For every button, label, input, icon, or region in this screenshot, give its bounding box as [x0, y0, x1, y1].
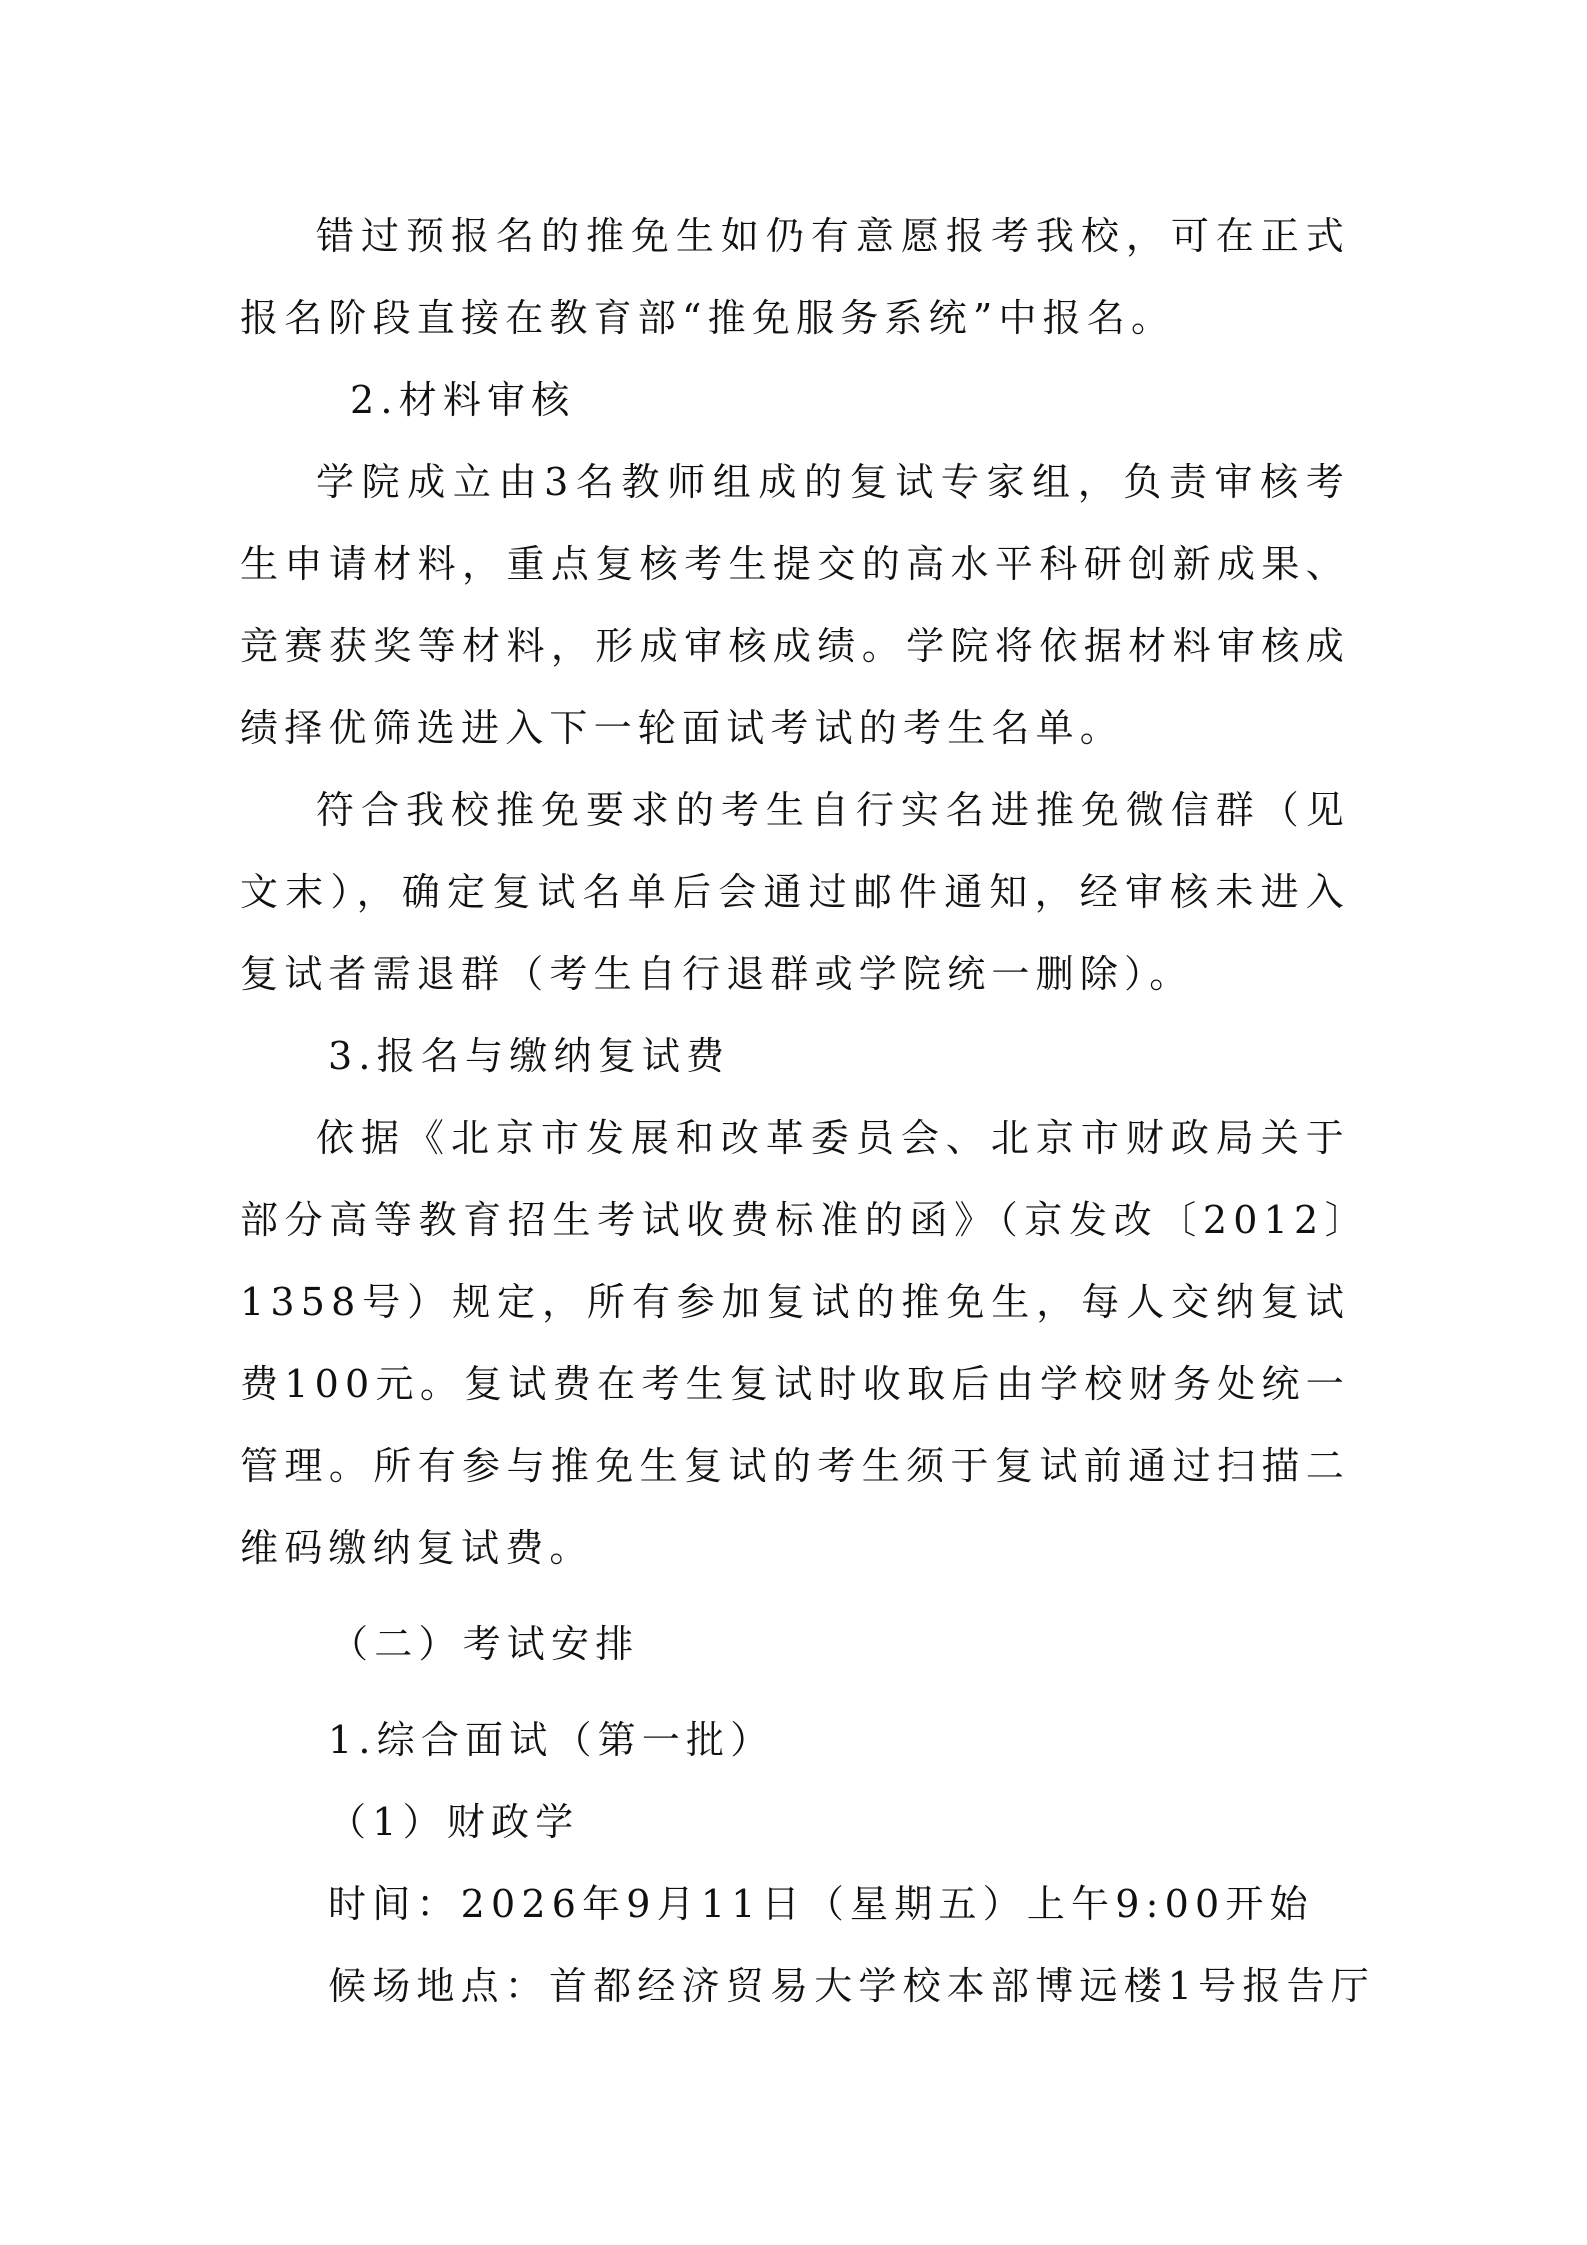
heading-exam-arrangement: （二）考试安排 [330, 1622, 640, 1666]
document-body [240, 195, 1375, 2027]
exam-location-line: 候场地点：首都经济贸易大学校本部博远楼1号报告厅 [328, 1964, 1375, 2008]
exam-time-line: 时间：2026年9月11日（星期五）上午9:00开始 [328, 1882, 1314, 1926]
heading-interview-batch-1: 1.综合面试（第一批） [328, 1718, 775, 1762]
heading-public-finance: （1）财政学 [328, 1800, 580, 1844]
paragraph-fee-policy: 依据《北京市发展和改革委员会、北京市财政局关于部分高等教育招生考试收费标准的函》（京发改〔2012〕1358号）规定，所有参加复试的推免生，每人交纳复试费100元。复试费在考生复试时收取后由学校财务处统一管理。所有参与推免生复试的考生须于复试前通过扫描二维码缴纳复试费。 [240, 1116, 1351, 1570]
heading-material-review: 2.材料审核 [350, 378, 576, 422]
section-spacer [240, 1589, 1350, 1603]
paragraph-expert-review: 学院成立由3名教师组成的复试专家组，负责审核考生申请材料，重点复核考生提交的高水平科研创新成果、竞赛获奖等材料，形成审核成绩。学院将依据材料审核成绩择优筛选进入下一轮面试考试的考生名单。 [240, 460, 1350, 750]
paragraph-wechat-group: 符合我校推免要求的考生自行实名进推免微信群（见文末），确定复试名单后会通过邮件通知，经审核未进入复试者需退群（考生自行退群或学院统一删除）。 [240, 788, 1350, 996]
section-spacer [240, 1685, 1350, 1699]
heading-registration-fee: 3.报名与缴纳复试费 [328, 1034, 731, 1078]
paragraph-late-registration: 错过预报名的推免生如仍有意愿报考我校，可在正式报名阶段直接在教育部“推免服务系统”中报名。 [240, 214, 1350, 340]
